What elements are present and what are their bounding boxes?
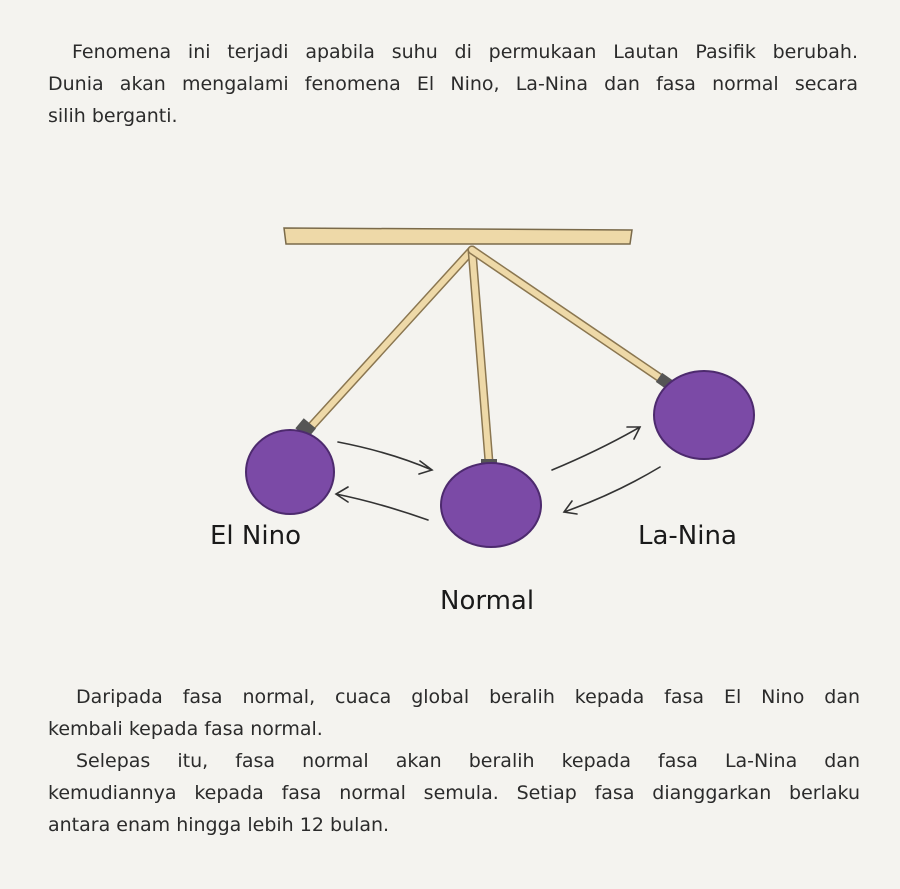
label-normal: Normal [440, 586, 535, 616]
intro-line-1: Fenomena ini terjadi apabila suhu di permukaan Lautan Pasifik berubah. [72, 41, 858, 63]
outro-line-1: Daripada fasa normal, cuaca global beralih kepada fasa El Nino dan [76, 686, 860, 708]
outro-line-5: antara enam hingga lebih 12 bulan. [48, 814, 390, 836]
string-la-nina [472, 250, 666, 382]
intro-line-2: Dunia akan mengalami fenomena El Nino, La-Nina dan fasa normal secara [48, 73, 858, 95]
outro-line-3: Selepas itu, fasa normal akan beralih kepada fasa La-Nina dan [76, 750, 860, 772]
string-el-nino [308, 250, 472, 430]
ball-normal [441, 463, 541, 547]
outro-line-4: kemudiannya kepada fasa normal semula. Setiap fasa dianggarkan berlaku [48, 782, 860, 804]
arrow-to-la-nina-icon [552, 427, 640, 470]
arrow-to-normal-icon [338, 442, 432, 474]
label-la-nina: La-Nina [638, 521, 737, 551]
arrow-from-la-nina-icon [564, 467, 660, 514]
string-normal [472, 250, 489, 462]
intro-line-3: silih berganti. [48, 105, 178, 127]
outro-line-2: kembali kepada fasa normal. [48, 718, 323, 740]
label-el-nino: El Nino [210, 521, 301, 551]
ball-el-nino [246, 430, 334, 514]
ball-la-nina [654, 371, 754, 459]
pendulum-strings [308, 250, 666, 462]
pendulum-bar [284, 228, 632, 244]
outro-paragraph [48, 681, 860, 841]
arrow-to-el-nino-icon [336, 487, 428, 520]
